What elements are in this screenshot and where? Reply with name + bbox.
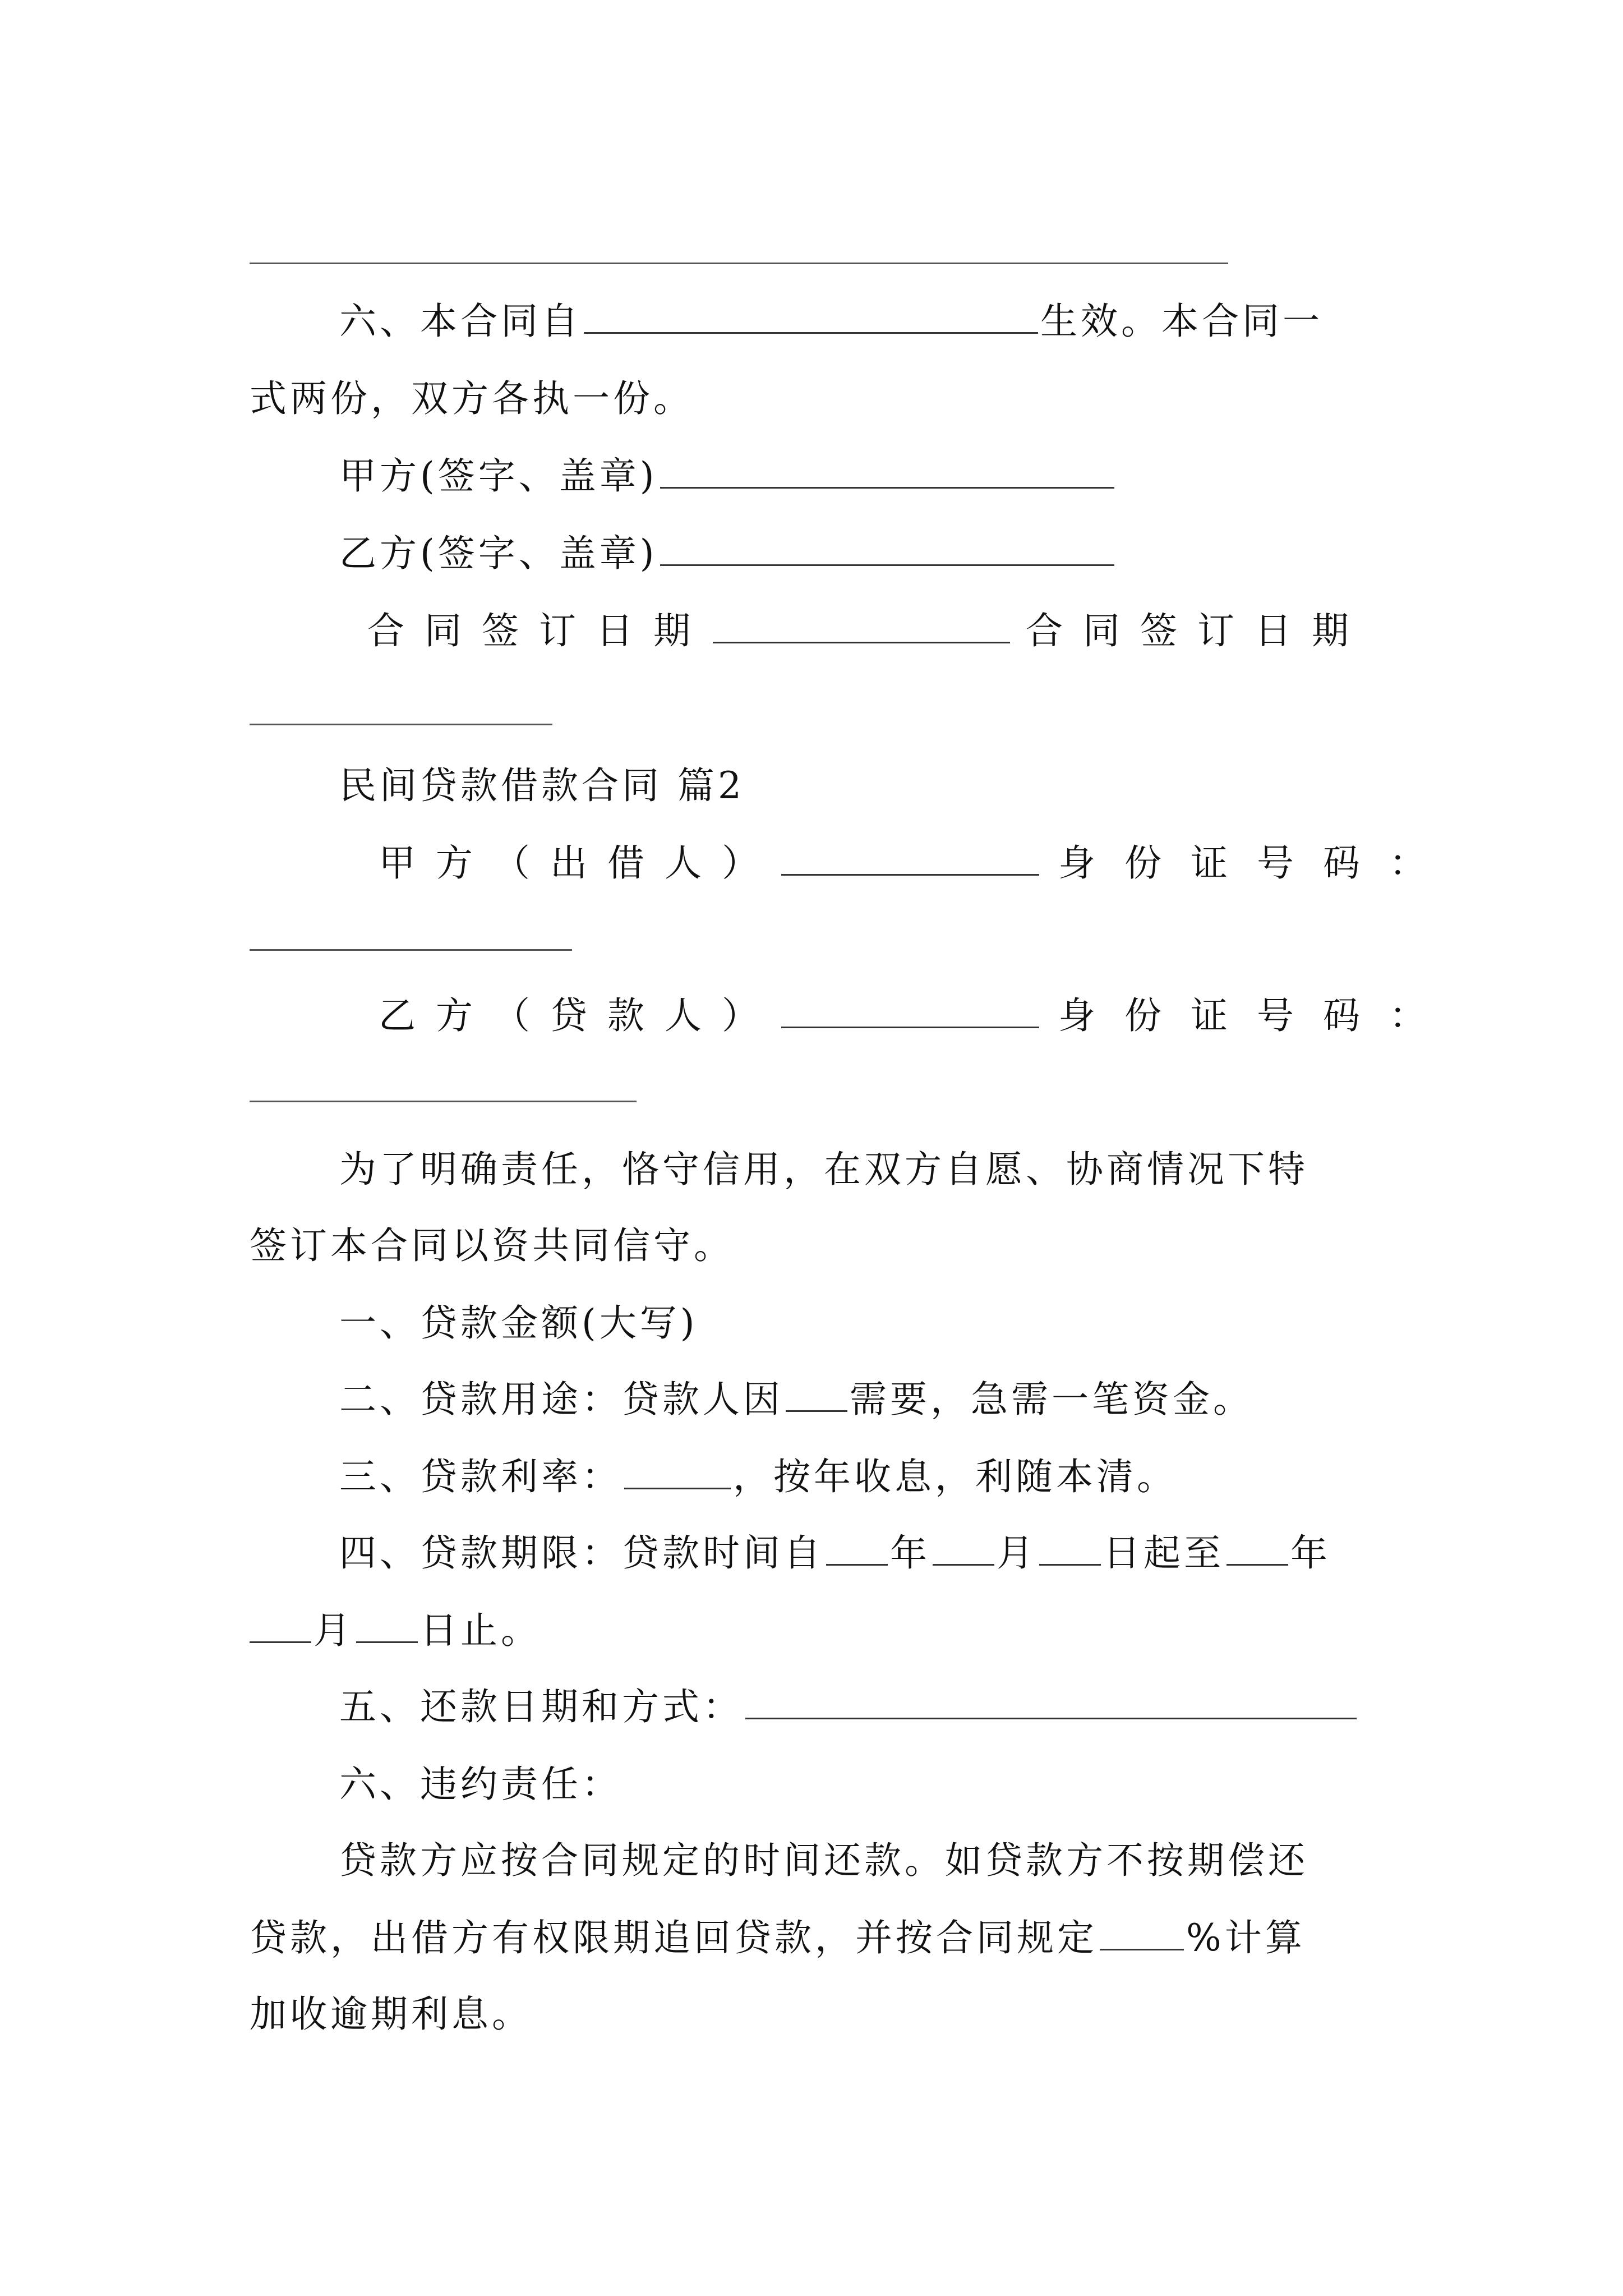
- sign-date-label-a: 合同签订日期: [367, 609, 711, 652]
- item-four-end: 日止。: [420, 1609, 541, 1652]
- party-b-signature: [250, 528, 1394, 579]
- purpose-blank: [786, 1377, 847, 1412]
- item-four-day-from: 日起至: [1103, 1531, 1224, 1575]
- party-b-id-blank: [250, 1101, 637, 1102]
- liability-text-b: %计算: [1186, 1916, 1306, 1959]
- top-fill-line: [250, 263, 1228, 264]
- liability-line-2: [250, 1913, 1394, 1963]
- item-five-repayment: [250, 1682, 1394, 1732]
- item-six-liability: 六、违约责任：: [339, 1763, 622, 1806]
- item-three-text-b: ，按年收息，利随本清。: [733, 1455, 1177, 1498]
- item-five-text: 五、还款日期和方式：: [339, 1685, 743, 1728]
- effective-date-blank: [584, 298, 1038, 334]
- start-month-blank: [933, 1530, 994, 1566]
- sign-date-blank: [713, 608, 1010, 643]
- penalty-rate-blank: [1100, 1915, 1184, 1950]
- item-two-text-b: 需要，急需一笔资金。: [850, 1378, 1253, 1421]
- item-four-text-a: 四、贷款期限：贷款时间自: [339, 1531, 824, 1575]
- item-four-year: 年: [890, 1531, 930, 1575]
- item-three-text-a: 三、贷款利率：: [339, 1455, 622, 1498]
- sign-date-line: [250, 606, 1394, 656]
- party-a-lender-line: [250, 838, 1455, 889]
- party-a-id-blank: [250, 949, 572, 951]
- liability-line-1: 贷款方应按合同规定的时间还款。如贷款方不按期偿还: [339, 1839, 1308, 1882]
- party-b-borrower-blank: [781, 993, 1039, 1028]
- party-a-signature-blank: [660, 453, 1114, 489]
- item-two-purpose: [250, 1374, 1394, 1425]
- party-b-borrower-label: 乙方（贷款人）: [379, 994, 779, 1037]
- party-b-signature-label: 乙方(签字、盖章): [339, 532, 658, 575]
- item-one-amount: 一、贷款金额(大写): [339, 1301, 698, 1345]
- clause-six-effective: [250, 296, 1394, 347]
- item-two-text-a: 二、贷款用途：贷款人因: [339, 1378, 783, 1421]
- item-three-rate: [250, 1452, 1394, 1502]
- party-b-id-label: 身份证号码：: [1058, 994, 1455, 1037]
- liability-text-a: 贷款，出借方有权限期追回贷款，并按合同规定: [250, 1916, 1098, 1959]
- section-title-2: 民间贷款借款合同 篇2: [339, 764, 745, 807]
- party-b-signature-blank: [660, 531, 1114, 566]
- party-a-signature: [250, 451, 1394, 501]
- start-year-blank: [826, 1530, 888, 1566]
- party-a-signature-label: 甲方(签字、盖章): [339, 454, 658, 498]
- item-four-year-2: 年: [1290, 1531, 1331, 1575]
- clause-six-text-b: 生效。本合同一: [1040, 300, 1323, 343]
- rate-blank: [624, 1454, 731, 1489]
- item-four-term: [250, 1528, 1394, 1579]
- sign-date-blank-2: [250, 724, 552, 725]
- start-day-blank: [1039, 1530, 1101, 1566]
- preamble-line-1: 为了明确责任，恪守信用，在双方自愿、协商情况下特: [339, 1148, 1308, 1191]
- clause-six-text-a: 六、本合同自: [339, 300, 582, 343]
- party-b-borrower-line: [250, 991, 1455, 1041]
- repayment-blank: [745, 1684, 1357, 1719]
- party-a-lender-blank: [781, 840, 1039, 876]
- party-a-lender-label: 甲方（出借人）: [379, 841, 779, 885]
- item-four-month-2: 月: [313, 1609, 354, 1652]
- sign-date-label-b: 合同签订日期: [1026, 609, 1369, 652]
- item-four-term-cont: [250, 1605, 1394, 1656]
- item-four-month: 月: [997, 1531, 1037, 1575]
- end-month-blank: [250, 1608, 311, 1643]
- party-a-id-label: 身份证号码：: [1058, 841, 1455, 885]
- end-year-blank: [1227, 1530, 1288, 1566]
- liability-line-3: 加收逾期利息。: [250, 1993, 532, 2036]
- preamble-line-2: 签订本合同以资共同信守。: [250, 1224, 734, 1267]
- copies-line: 式两份，双方各执一份。: [250, 377, 694, 420]
- end-day-blank: [356, 1608, 418, 1643]
